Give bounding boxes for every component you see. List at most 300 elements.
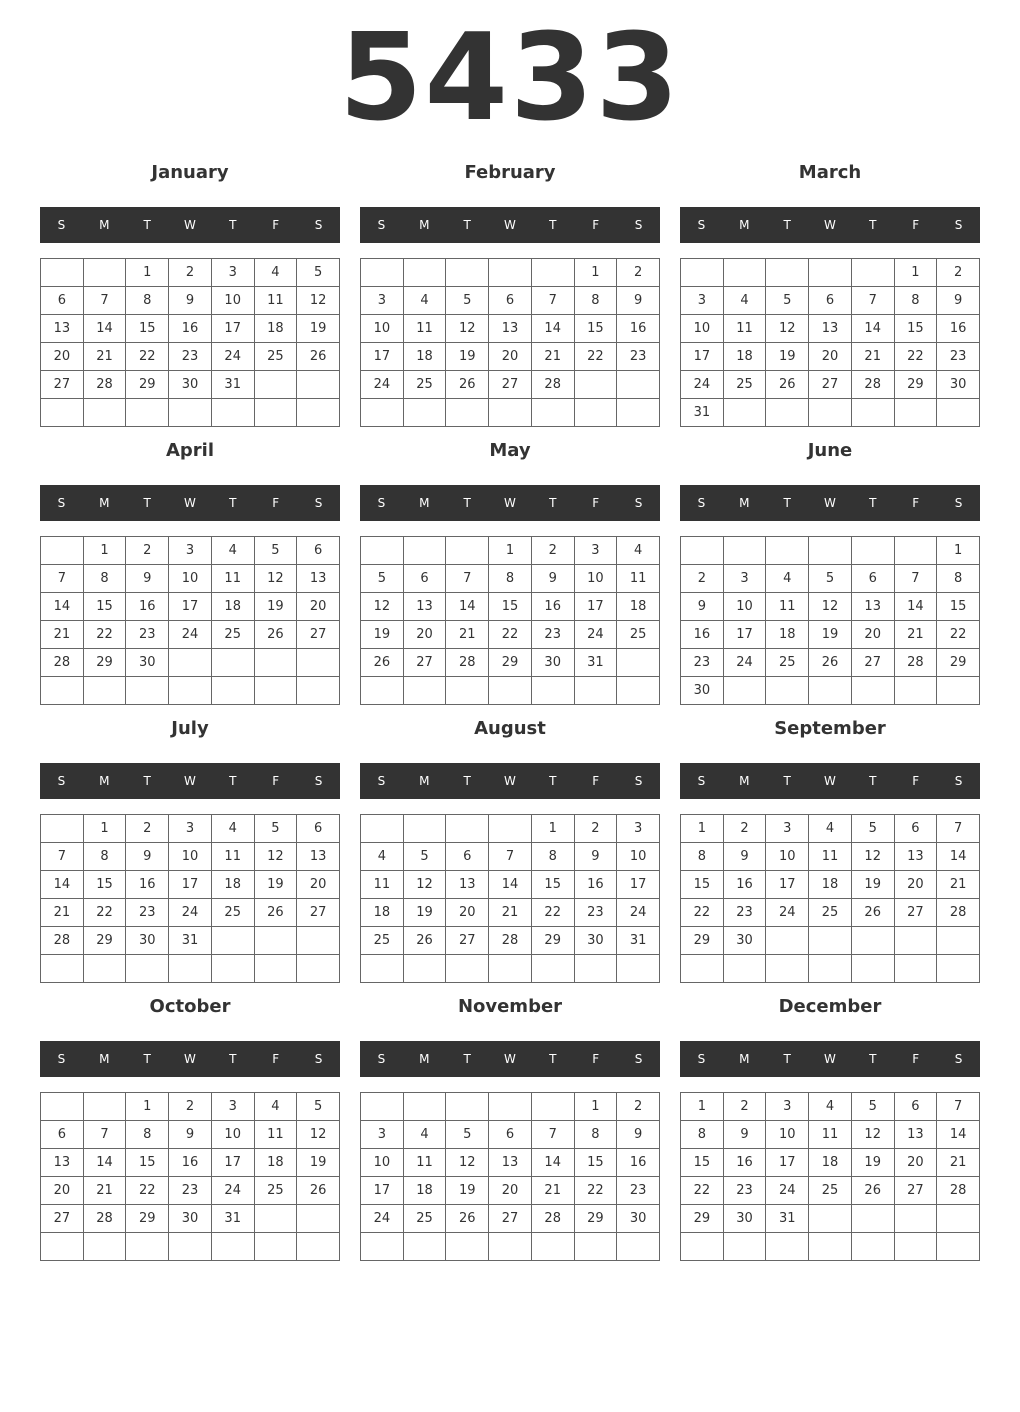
day-cell xyxy=(532,399,575,427)
day-cell xyxy=(169,399,212,427)
day-cell: 26 xyxy=(809,649,852,677)
day-cell: 13 xyxy=(41,1149,84,1177)
day-cell: 1 xyxy=(681,815,724,843)
day-cell: 15 xyxy=(681,871,724,899)
day-cell: 26 xyxy=(255,621,298,649)
day-cell xyxy=(41,677,84,705)
weekday-label: T xyxy=(229,1052,237,1066)
day-cell xyxy=(361,1233,404,1261)
weekday-label: M xyxy=(739,1052,750,1066)
day-cell: 10 xyxy=(681,315,724,343)
day-cell: 23 xyxy=(617,1177,660,1205)
weekday-label: S xyxy=(377,774,386,788)
weekday-header xyxy=(360,485,660,521)
weekday-label: T xyxy=(229,218,237,232)
day-cell: 17 xyxy=(169,593,212,621)
day-cell: 28 xyxy=(532,371,575,399)
day-cell xyxy=(575,955,618,983)
day-cell: 11 xyxy=(766,593,809,621)
weekday-label: W xyxy=(504,218,516,232)
month-name: February xyxy=(464,162,556,183)
day-cell xyxy=(809,259,852,287)
day-cell: 5 xyxy=(255,815,298,843)
weekday-label: S xyxy=(697,496,706,510)
day-cell xyxy=(937,1233,980,1261)
day-cell: 6 xyxy=(895,815,938,843)
day-cell xyxy=(852,1233,895,1261)
day-cell: 15 xyxy=(575,315,618,343)
day-cell: 22 xyxy=(489,621,532,649)
day-cell: 20 xyxy=(446,899,489,927)
day-cell xyxy=(297,1233,340,1261)
day-cell: 15 xyxy=(84,593,127,621)
day-cell: 13 xyxy=(895,1121,938,1149)
day-cell xyxy=(852,399,895,427)
day-cell: 30 xyxy=(532,649,575,677)
day-cell: 2 xyxy=(617,1093,660,1121)
day-cell: 7 xyxy=(41,565,84,593)
day-cell: 14 xyxy=(937,843,980,871)
day-cell: 18 xyxy=(766,621,809,649)
day-cell: 2 xyxy=(681,565,724,593)
day-cell: 22 xyxy=(532,899,575,927)
day-cell: 11 xyxy=(617,565,660,593)
day-cell: 18 xyxy=(212,593,255,621)
day-cell: 16 xyxy=(724,1149,767,1177)
day-cell: 6 xyxy=(41,1121,84,1149)
day-cell xyxy=(297,955,340,983)
day-cell: 9 xyxy=(532,565,575,593)
day-cell: 19 xyxy=(255,593,298,621)
day-cell: 14 xyxy=(532,1149,575,1177)
day-cell: 25 xyxy=(809,1177,852,1205)
weekday-label: S xyxy=(314,1052,323,1066)
day-cell: 23 xyxy=(126,621,169,649)
day-cell: 20 xyxy=(895,1149,938,1177)
day-cell: 15 xyxy=(575,1149,618,1177)
day-cell: 16 xyxy=(575,871,618,899)
day-cell xyxy=(84,1233,127,1261)
day-cell: 1 xyxy=(575,1093,618,1121)
day-cell xyxy=(297,927,340,955)
month-calendar xyxy=(680,434,980,712)
day-cell: 15 xyxy=(126,315,169,343)
day-cell: 30 xyxy=(575,927,618,955)
weekday-label: W xyxy=(824,218,836,232)
weekday-header xyxy=(360,1041,660,1077)
day-grid xyxy=(40,814,340,983)
day-cell xyxy=(575,1233,618,1261)
day-cell xyxy=(617,677,660,705)
day-cell xyxy=(532,259,575,287)
day-cell: 22 xyxy=(126,1177,169,1205)
day-cell xyxy=(766,399,809,427)
weekday-label: S xyxy=(634,1052,643,1066)
day-cell: 1 xyxy=(126,1093,169,1121)
day-cell: 23 xyxy=(169,1177,212,1205)
day-cell xyxy=(212,677,255,705)
day-cell: 29 xyxy=(681,927,724,955)
day-cell: 25 xyxy=(212,899,255,927)
day-cell xyxy=(212,927,255,955)
day-cell: 24 xyxy=(575,621,618,649)
day-cell xyxy=(766,537,809,565)
day-cell: 27 xyxy=(852,649,895,677)
weekday-label: F xyxy=(272,218,280,232)
day-cell: 8 xyxy=(575,1121,618,1149)
day-cell: 4 xyxy=(404,287,447,315)
weekday-label: T xyxy=(869,1052,877,1066)
day-grid xyxy=(40,258,340,427)
day-cell: 3 xyxy=(575,537,618,565)
day-cell: 31 xyxy=(766,1205,809,1233)
day-cell: 6 xyxy=(895,1093,938,1121)
day-cell: 1 xyxy=(575,259,618,287)
day-cell: 9 xyxy=(126,565,169,593)
day-cell xyxy=(809,927,852,955)
day-cell: 2 xyxy=(937,259,980,287)
weekday-label: S xyxy=(697,774,706,788)
month-calendar xyxy=(40,156,340,434)
day-cell: 12 xyxy=(446,315,489,343)
day-cell: 1 xyxy=(532,815,575,843)
day-cell xyxy=(255,955,298,983)
day-cell xyxy=(852,927,895,955)
day-cell: 23 xyxy=(937,343,980,371)
weekday-label: S xyxy=(634,218,643,232)
day-cell: 13 xyxy=(809,315,852,343)
day-cell xyxy=(852,259,895,287)
day-cell xyxy=(404,537,447,565)
day-cell: 6 xyxy=(41,287,84,315)
day-cell xyxy=(852,955,895,983)
weekday-label: M xyxy=(419,496,430,510)
day-cell: 26 xyxy=(852,899,895,927)
day-grid xyxy=(680,258,980,427)
day-cell xyxy=(297,677,340,705)
day-cell: 17 xyxy=(575,593,618,621)
day-cell: 8 xyxy=(532,843,575,871)
day-cell: 9 xyxy=(724,843,767,871)
day-cell: 23 xyxy=(575,899,618,927)
day-cell: 28 xyxy=(489,927,532,955)
weekday-header xyxy=(680,207,980,243)
day-cell: 9 xyxy=(724,1121,767,1149)
weekday-label: F xyxy=(592,1052,600,1066)
day-cell: 7 xyxy=(532,1121,575,1149)
day-cell: 20 xyxy=(895,871,938,899)
day-cell: 18 xyxy=(361,899,404,927)
day-cell: 9 xyxy=(126,843,169,871)
day-cell: 26 xyxy=(297,1177,340,1205)
day-cell xyxy=(404,815,447,843)
day-cell: 24 xyxy=(766,899,809,927)
day-cell: 26 xyxy=(297,343,340,371)
day-cell: 14 xyxy=(446,593,489,621)
day-cell: 11 xyxy=(809,843,852,871)
day-cell xyxy=(212,649,255,677)
day-cell: 3 xyxy=(361,1121,404,1149)
day-cell: 4 xyxy=(724,287,767,315)
weekday-label: F xyxy=(912,774,920,788)
day-cell xyxy=(724,399,767,427)
day-cell: 27 xyxy=(489,371,532,399)
day-cell: 26 xyxy=(446,1205,489,1233)
day-cell: 23 xyxy=(681,649,724,677)
day-cell: 28 xyxy=(84,371,127,399)
day-cell: 15 xyxy=(126,1149,169,1177)
weekday-label: S xyxy=(954,496,963,510)
day-cell xyxy=(575,399,618,427)
weekday-label: T xyxy=(143,218,151,232)
day-cell xyxy=(724,955,767,983)
day-cell xyxy=(84,399,127,427)
month-name: April xyxy=(165,440,215,461)
day-cell xyxy=(361,815,404,843)
weekday-header xyxy=(40,1041,340,1077)
day-cell: 8 xyxy=(895,287,938,315)
day-cell xyxy=(489,955,532,983)
day-cell: 9 xyxy=(617,287,660,315)
day-cell: 18 xyxy=(724,343,767,371)
weekday-label: M xyxy=(99,496,110,510)
day-cell: 12 xyxy=(404,871,447,899)
day-cell xyxy=(297,371,340,399)
day-cell: 8 xyxy=(489,565,532,593)
day-cell xyxy=(895,955,938,983)
day-cell: 8 xyxy=(937,565,980,593)
day-cell: 5 xyxy=(852,815,895,843)
months-grid xyxy=(40,156,980,1268)
day-cell: 21 xyxy=(937,1149,980,1177)
day-cell: 12 xyxy=(255,843,298,871)
day-cell: 5 xyxy=(852,1093,895,1121)
day-cell: 28 xyxy=(937,1177,980,1205)
day-cell xyxy=(937,955,980,983)
day-cell: 23 xyxy=(724,899,767,927)
day-cell: 1 xyxy=(84,815,127,843)
day-cell: 2 xyxy=(532,537,575,565)
day-cell xyxy=(489,399,532,427)
weekday-header xyxy=(40,485,340,521)
day-cell: 28 xyxy=(937,899,980,927)
day-cell: 30 xyxy=(126,649,169,677)
day-cell: 19 xyxy=(852,1149,895,1177)
day-cell: 13 xyxy=(489,315,532,343)
day-cell xyxy=(255,1205,298,1233)
weekday-label: F xyxy=(912,496,920,510)
day-cell: 17 xyxy=(724,621,767,649)
day-cell: 20 xyxy=(489,1177,532,1205)
day-cell: 27 xyxy=(489,1205,532,1233)
day-cell: 31 xyxy=(617,927,660,955)
day-cell: 3 xyxy=(766,815,809,843)
day-cell: 24 xyxy=(617,899,660,927)
day-cell: 26 xyxy=(766,371,809,399)
day-cell: 23 xyxy=(169,343,212,371)
day-cell: 30 xyxy=(617,1205,660,1233)
day-cell: 27 xyxy=(446,927,489,955)
day-cell xyxy=(809,1233,852,1261)
day-cell xyxy=(255,677,298,705)
weekday-label: W xyxy=(504,1052,516,1066)
day-cell xyxy=(724,537,767,565)
day-cell: 17 xyxy=(766,871,809,899)
day-cell xyxy=(255,649,298,677)
day-cell: 27 xyxy=(297,899,340,927)
day-cell: 2 xyxy=(169,1093,212,1121)
day-cell: 14 xyxy=(937,1121,980,1149)
day-cell xyxy=(404,399,447,427)
day-cell: 13 xyxy=(489,1149,532,1177)
weekday-label: M xyxy=(99,774,110,788)
month-name: July xyxy=(171,718,209,739)
day-cell: 14 xyxy=(84,1149,127,1177)
day-cell: 19 xyxy=(404,899,447,927)
day-cell: 3 xyxy=(766,1093,809,1121)
day-grid xyxy=(360,536,660,705)
day-cell xyxy=(446,1233,489,1261)
day-cell: 8 xyxy=(126,1121,169,1149)
month-calendar xyxy=(360,990,660,1268)
day-cell xyxy=(809,537,852,565)
day-cell: 29 xyxy=(84,927,127,955)
month-name: August xyxy=(474,718,546,739)
day-cell: 24 xyxy=(212,1177,255,1205)
day-cell xyxy=(724,677,767,705)
day-cell: 4 xyxy=(361,843,404,871)
day-cell: 24 xyxy=(361,1205,404,1233)
day-cell: 12 xyxy=(297,1121,340,1149)
day-cell: 30 xyxy=(937,371,980,399)
weekday-label: T xyxy=(549,1052,557,1066)
weekday-label: W xyxy=(824,1052,836,1066)
day-cell: 25 xyxy=(724,371,767,399)
day-cell: 5 xyxy=(404,843,447,871)
weekday-label: W xyxy=(504,774,516,788)
day-cell: 12 xyxy=(255,565,298,593)
day-cell: 17 xyxy=(361,343,404,371)
day-cell: 10 xyxy=(617,843,660,871)
day-cell xyxy=(895,927,938,955)
day-cell xyxy=(766,1233,809,1261)
day-cell: 25 xyxy=(212,621,255,649)
day-cell xyxy=(126,955,169,983)
day-cell: 2 xyxy=(724,815,767,843)
day-cell: 15 xyxy=(895,315,938,343)
month-name: September xyxy=(774,718,886,739)
day-cell: 11 xyxy=(255,287,298,315)
day-cell: 10 xyxy=(212,287,255,315)
day-cell: 17 xyxy=(617,871,660,899)
day-cell: 24 xyxy=(681,371,724,399)
month-calendar xyxy=(680,712,980,990)
day-cell: 23 xyxy=(617,343,660,371)
day-cell: 31 xyxy=(575,649,618,677)
day-cell: 26 xyxy=(404,927,447,955)
day-cell xyxy=(937,927,980,955)
day-cell: 19 xyxy=(809,621,852,649)
day-grid xyxy=(680,536,980,705)
weekday-label: F xyxy=(272,1052,280,1066)
day-cell xyxy=(617,955,660,983)
day-cell: 29 xyxy=(489,649,532,677)
day-cell: 1 xyxy=(489,537,532,565)
weekday-label: F xyxy=(592,496,600,510)
day-cell: 31 xyxy=(212,1205,255,1233)
day-cell xyxy=(361,1093,404,1121)
day-cell: 18 xyxy=(404,343,447,371)
day-cell: 6 xyxy=(489,1121,532,1149)
month-name: May xyxy=(489,440,531,461)
day-cell: 2 xyxy=(126,537,169,565)
day-grid xyxy=(360,1092,660,1261)
day-cell: 22 xyxy=(937,621,980,649)
day-cell: 12 xyxy=(852,1121,895,1149)
day-cell: 14 xyxy=(852,315,895,343)
day-cell: 25 xyxy=(617,621,660,649)
day-cell xyxy=(41,1093,84,1121)
day-cell: 12 xyxy=(297,287,340,315)
day-cell: 5 xyxy=(361,565,404,593)
day-cell: 20 xyxy=(41,1177,84,1205)
day-cell: 12 xyxy=(446,1149,489,1177)
day-cell xyxy=(404,955,447,983)
day-cell: 21 xyxy=(532,343,575,371)
day-cell: 4 xyxy=(617,537,660,565)
weekday-label: F xyxy=(912,218,920,232)
day-cell: 15 xyxy=(84,871,127,899)
day-cell: 29 xyxy=(532,927,575,955)
day-cell: 28 xyxy=(446,649,489,677)
day-cell: 21 xyxy=(446,621,489,649)
day-cell: 7 xyxy=(937,1093,980,1121)
weekday-header xyxy=(40,207,340,243)
day-cell: 9 xyxy=(937,287,980,315)
day-cell: 27 xyxy=(41,1205,84,1233)
day-cell: 31 xyxy=(212,371,255,399)
day-cell: 25 xyxy=(255,1177,298,1205)
day-cell xyxy=(404,1233,447,1261)
day-cell: 7 xyxy=(84,1121,127,1149)
day-cell: 13 xyxy=(297,565,340,593)
day-cell: 18 xyxy=(809,871,852,899)
day-cell xyxy=(766,259,809,287)
weekday-label: T xyxy=(549,496,557,510)
day-cell: 20 xyxy=(297,593,340,621)
day-cell: 28 xyxy=(532,1205,575,1233)
weekday-label: S xyxy=(57,496,66,510)
day-cell: 2 xyxy=(169,259,212,287)
day-cell xyxy=(617,649,660,677)
day-cell xyxy=(852,677,895,705)
day-cell: 24 xyxy=(724,649,767,677)
day-cell xyxy=(212,955,255,983)
day-cell: 9 xyxy=(681,593,724,621)
day-cell: 7 xyxy=(489,843,532,871)
day-cell: 15 xyxy=(937,593,980,621)
day-cell xyxy=(297,1205,340,1233)
day-cell xyxy=(575,677,618,705)
day-cell: 21 xyxy=(852,343,895,371)
day-cell xyxy=(41,955,84,983)
weekday-label: F xyxy=(272,774,280,788)
day-cell xyxy=(404,1093,447,1121)
day-cell: 9 xyxy=(169,287,212,315)
day-cell: 28 xyxy=(84,1205,127,1233)
day-cell: 14 xyxy=(532,315,575,343)
day-grid xyxy=(40,536,340,705)
